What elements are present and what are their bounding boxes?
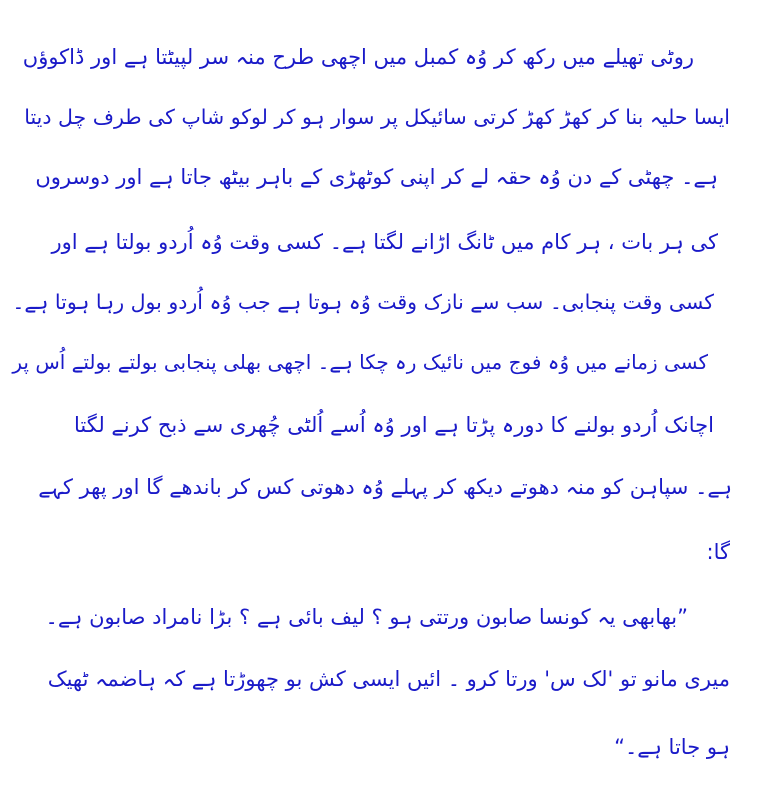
text-line-4: کی ہر بات ، ہر کام میں ٹانگ اڑانے لگتا ہے۔ کسی وقت وُہ اُردو بولتا ہے اور [51, 230, 718, 254]
text-line-6: کسی زمانے میں وُہ فوج میں نائیک رہ چکا ہے۔ اچھی بھلی پنجابی بولتے بولتے اُس پر [12, 350, 708, 374]
text-line-8: ہے۔ سپاہن کو منہ دھوتے دیکھ کر پہلے وُہ دھوتی کس کر باندھے گا اور پھر کہے [38, 475, 732, 499]
text-line-9: گا: [706, 540, 730, 564]
text-line-2: ایسا حلیہ بنا کر کھڑ کھڑ کرتی سائیکل پر سوار ہو کر لوکو شاپ کی طرف چل دیتا [24, 105, 730, 129]
text-line-5: کسی وقت پنجابی۔ سب سے نازک وقت وُہ ہوتا ہے جب وُہ اُردو بول رہا ہوتا ہے۔ [12, 290, 714, 314]
text-line-12: ہو جاتا ہے۔“ [614, 735, 730, 759]
text-line-1: روٹی تھیلے میں رکھ کر وُہ کمبل میں اچھی طرح منہ سر لپیٹتا ہے اور ڈاکوؤں [22, 45, 694, 69]
text-line-11: میری مانو تو 'لک س' ورتا کرو ۔ ائیں ایسی کش بو چھوڑتا ہے کہ ہاضمہ ٹھیک [47, 667, 730, 691]
text-line-7: اچانک اُردو بولنے کا دورہ پڑتا ہے اور وُہ اُسے اُلٹی چُھری سے ذبح کرنے لگتا [74, 413, 714, 437]
text-line-10: ”بھابھی یہ کونسا صابون ورتتی ہو ؟ لیف بائی ہے ؟ بڑا نامراد صابون ہے۔ [45, 605, 688, 629]
text-line-3: ہے۔ چھٹی کے دن وُہ حقہ لے کر اپنی کوٹھڑی کے باہر بیٹھ جاتا ہے اور دوسروں [35, 165, 718, 189]
